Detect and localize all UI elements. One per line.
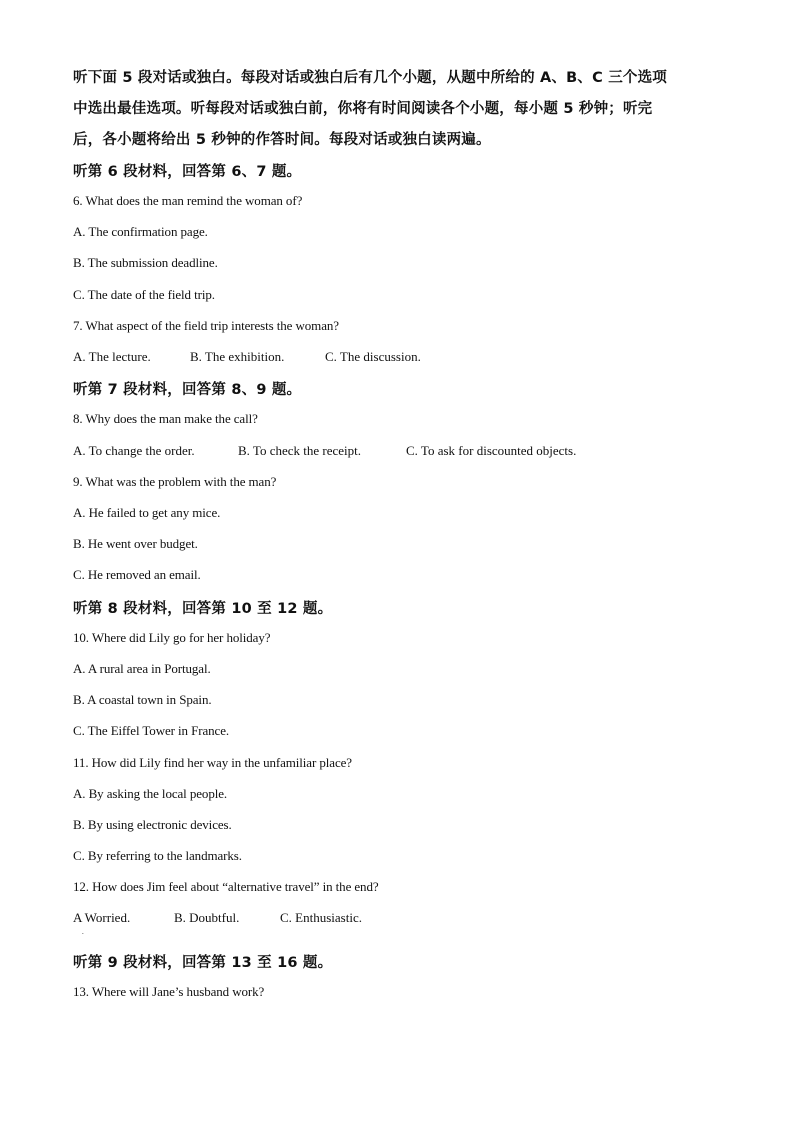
question-9-option-b: B. He went over budget. <box>73 536 198 551</box>
stray-mark: . <box>82 928 84 936</box>
question-8-option-c: C. To ask for discounted objects. <box>406 443 577 458</box>
question-10-option-a: A. A rural area in Portugal. <box>73 661 211 676</box>
question-8-stem: 8. Why does the man make the call? <box>73 411 258 426</box>
instructions-line-2: 中选出最佳选项。听每段对话或独白前，你将有时间阅读各个小题，每小题 5 秒钟；听完 <box>73 101 653 117</box>
question-12-option-b: B. Doubtful. <box>174 910 240 925</box>
question-9-option-c: C. He removed an email. <box>73 567 201 582</box>
question-9-option-a: A. He failed to get any mice. <box>73 505 221 520</box>
question-7-option-b: B. The exhibition. <box>190 349 285 364</box>
question-10-option-c: C. The Eiffel Tower in France. <box>73 723 230 738</box>
section-heading-7: 听第 7 段材料，回答第 8、9 题。 <box>73 382 302 398</box>
question-13-stem: 13. Where will Jane’s husband work? <box>73 984 265 999</box>
question-6-option-b: B. The submission deadline. <box>73 255 218 270</box>
section-heading-9: 听第 9 段材料，回答第 13 至 16 题。 <box>73 955 333 971</box>
question-9-stem: 9. What was the problem with the man? <box>73 474 277 489</box>
question-6-option-a: A. The confirmation page. <box>73 224 208 239</box>
question-10-option-b: B. A coastal town in Spain. <box>73 692 212 707</box>
question-6-stem: 6. What does the man remind the woman of? <box>73 193 303 208</box>
question-7-option-a: A. The lecture. <box>73 349 151 364</box>
question-7-option-c: C. The discussion. <box>325 349 421 364</box>
question-12-option-a: A Worried. <box>73 910 131 925</box>
instructions-line-1: 听下面 5 段对话或独白。每段对话或独白后有几个小题，从题中所给的 A、B、C 三个选项 <box>73 70 667 86</box>
question-11-option-b: B. By using electronic devices. <box>73 817 232 832</box>
section-heading-6: 听第 6 段材料，回答第 6、7 题。 <box>73 164 302 180</box>
section-heading-8: 听第 8 段材料，回答第 10 至 12 题。 <box>73 601 333 617</box>
question-11-option-c: C. By referring to the landmarks. <box>73 848 242 863</box>
question-8-option-a: A. To change the order. <box>73 443 195 458</box>
question-10-stem: 10. Where did Lily go for her holiday? <box>73 630 271 645</box>
question-12-option-c: C. Enthusiastic. <box>280 910 362 925</box>
question-12-stem: 12. How does Jim feel about “alternative travel” in the end? <box>73 879 379 894</box>
question-6-option-c: C. The date of the field trip. <box>73 287 215 302</box>
question-11-option-a: A. By asking the local people. <box>73 786 228 801</box>
instructions-line-3: 后，各小题将给出 5 秒钟的作答时间。每段对话或独白读两遍。 <box>73 132 491 148</box>
question-11-stem: 11. How did Lily find her way in the unfamiliar place? <box>73 755 352 770</box>
question-8-option-b: B. To check the receipt. <box>238 443 362 458</box>
question-7-stem: 7. What aspect of the field trip interests the woman? <box>73 318 339 333</box>
